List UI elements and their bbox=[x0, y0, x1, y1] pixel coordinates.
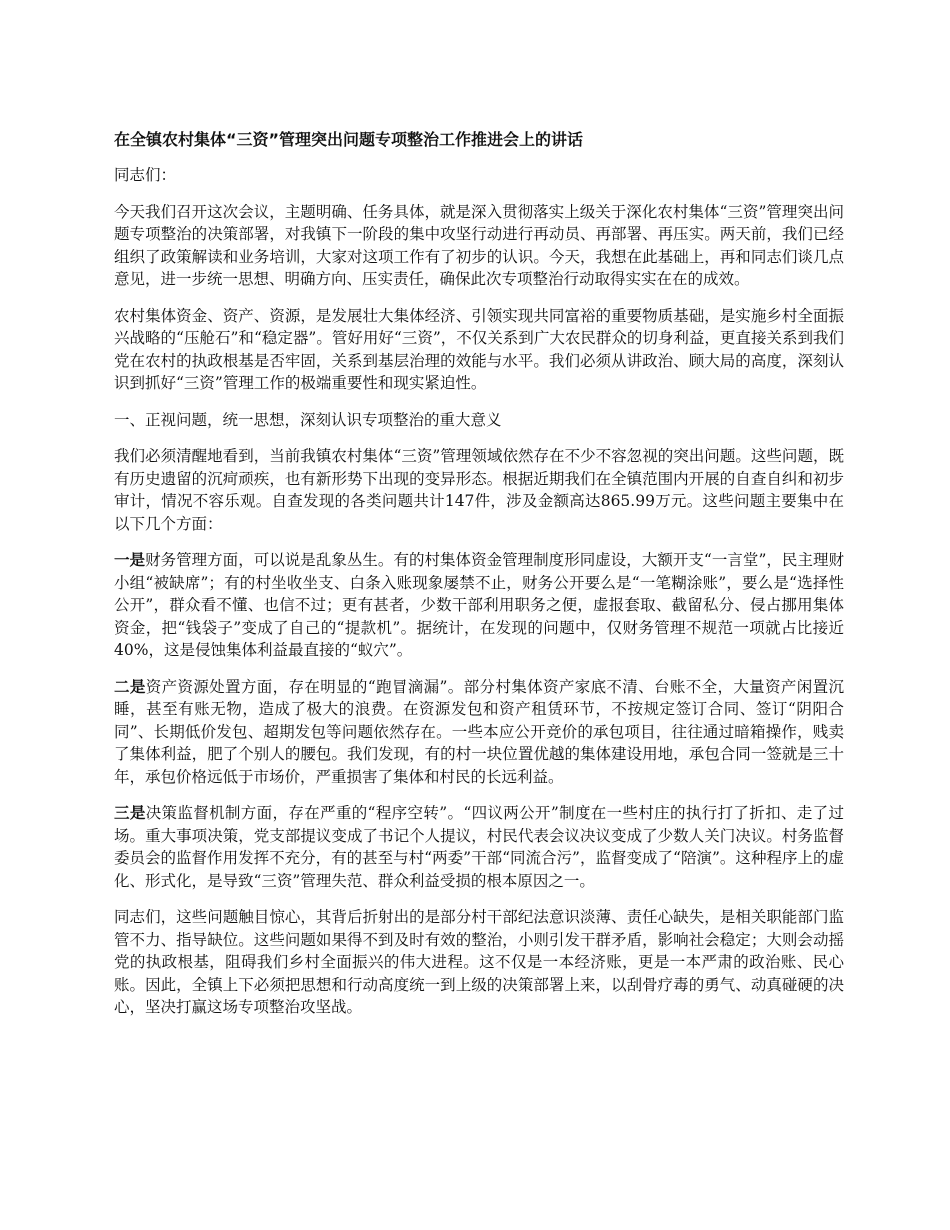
point-lead: 三是 bbox=[114, 803, 146, 822]
paragraph-closing: 同志们，这些问题触目惊心，其背后折射出的是部分村干部纪法意识淡薄、责任心缺失，是相关职能部门监管不力、指导缺位。这些问题如果得不到及时有效的整治，小则引发干群矛盾，影响社会稳定；大则会动摇党的执政根基，阻碍我们乡村全面振兴的伟大进程。这不仅是一本经济账，更是一本严肃的政治账、民心账。因此，全镇上下必须把思想和行动高度统一到上级的决策部署上来，以刮骨疗毒的勇气、动真碰硬的决心，坚决打赢这场专项整治攻坚战。 bbox=[114, 908, 844, 1016]
greeting: 同志们： bbox=[114, 166, 177, 184]
point-financial-management bbox=[114, 549, 844, 662]
document-title: 在全镇农村集体“三资”管理突出问题专项整治工作推进会上的讲话 bbox=[114, 130, 584, 149]
document-page bbox=[114, 128, 844, 1033]
point-decision-supervision bbox=[114, 802, 844, 892]
paragraph-problems-overview: 我们必须清醒地看到，当前我镇农村集体“三资”管理领域依然存在不少不容忽视的突出问题。这些问题，既有历史遗留的沉疴顽疾，也有新形势下出现的变异形态。根据近期我们在全镇范围内开展的自查自纠和初步审计，情况不容乐观。自查发现的各类问题共计147件，涉及金额高达865.99万元。这些问题主要集中在以下几个方面： bbox=[114, 447, 844, 533]
paragraph-intro: 今天我们召开这次会议，主题明确、任务具体，就是深入贯彻落实上级关于深化农村集体“三资”管理突出问题专项整治的决策部署，对我镇下一阶段的集中攻坚行动进行再动员、再部署、再压实。两天前，我们已经组织了政策解读和业务培训，大家对这项工作有了初步的认识。今天，我想在此基础上，再和同志们谈几点意见，进一步统一思想、明确方向、压实责任，确保此次专项整治行动取得实实在在的成效。 bbox=[114, 202, 844, 288]
point-lead: 一是 bbox=[114, 550, 146, 569]
point-text: 财务管理方面，可以说是乱象丛生。有的村集体资金管理制度形同虚设，大额开支“一言堂”，民主理财小组“被缺席”；有的村坐收坐支、白条入账现象屡禁不止，财务公开要么是“一笔糊涂账”，要么是“选择性公开”，群众看不懂、也信不过；更有甚者，少数干部利用职务之便，虚报套取、截留私分、侵占挪用集体资金，把“钱袋子”变成了自己的“提款机”。据统计，在发现的问题中，仅财务管理不规范一项就占比接近40%，这是侵蚀集体利益最直接的“蚁穴”。 bbox=[114, 551, 844, 659]
paragraph-significance: 农村集体资金、资产、资源，是发展壮大集体经济、引领实现共同富裕的重要物质基础，是实施乡村全面振兴战略的“压舱石”和“稳定器”。管好用好“三资”，不仅关系到广大农民群众的切身利益，更直接关系到我们党在农村的执政根基是否牢固，关系到基层治理的效能与水平。我们必须从讲政治、顾大局的高度，深刻认识到抓好“三资”管理工作的极端重要性和现实紧迫性。 bbox=[114, 306, 844, 392]
point-asset-disposal bbox=[114, 676, 844, 789]
point-text: 决策监督机制方面，存在严重的“程序空转”。“四议两公开”制度在一些村庄的执行打了折扣、走了过场。重大事项决策，党支部提议变成了书记个人提议，村民代表会议决议变成了少数人关门决议。村务监督委员会的监督作用发挥不充分，有的甚至与村“两委”干部“同流合污”，监督变成了“陪演”。这种程序上的虚化、形式化，是导致“三资”管理失范、群众利益受损的根本原因之一。 bbox=[114, 804, 844, 890]
point-text: 资产资源处置方面，存在明显的“跑冒滴漏”。部分村集体资产家底不清、台账不全，大量资产闲置沉睡，甚至有账无物，造成了极大的浪费。在资源发包和资产租赁环节，不按规定签订合同、签订“阴阳合同”、长期低价发包、超期发包等问题依然存在。一些本应公开竞价的承包项目，往往通过暗箱操作，贱卖了集体利益，肥了个别人的腰包。我们发现，有的村一块位置优越的集体建设用地，承包合同一签就是三十年，承包价格远低于市场价，严重损害了集体和村民的长远利益。 bbox=[114, 677, 844, 786]
point-lead: 二是 bbox=[114, 676, 146, 696]
section-heading: 一、正视问题，统一思想，深刻认识专项整治的重大意义 bbox=[114, 410, 502, 429]
